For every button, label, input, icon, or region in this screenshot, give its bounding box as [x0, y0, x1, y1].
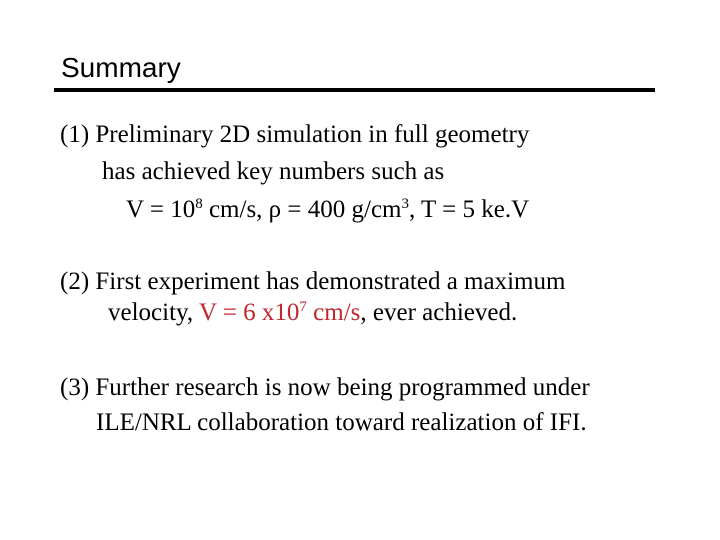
- max-velocity-exponent: 7: [299, 299, 307, 315]
- max-velocity-unit: cm/s: [306, 299, 361, 326]
- rho-symbol: ρ: [268, 196, 282, 223]
- temperature-value: , T = 5 ke.V: [409, 196, 530, 223]
- title-underline: [54, 88, 655, 92]
- item1-line2: has achieved key numbers such as: [102, 158, 445, 185]
- density-exponent: 3: [401, 196, 409, 212]
- item2-line2-suffix: , ever achieved.: [360, 299, 518, 326]
- item3-line1: (3) Further research is now being programmed under: [60, 374, 590, 401]
- density-value: = 400 g/cm: [281, 196, 402, 223]
- item2-line2: [108, 298, 517, 331]
- item1-line1: (1) Preliminary 2D simulation in full geometry: [60, 121, 530, 148]
- max-velocity-prefix: V = 6 x10: [198, 299, 300, 326]
- velocity-unit: cm/s,: [202, 196, 269, 223]
- slide-title: Summary: [61, 52, 181, 83]
- item2-line2-prefix: velocity,: [108, 299, 199, 326]
- max-velocity-highlight: [199, 299, 360, 326]
- velocity-exponent: 8: [195, 196, 203, 212]
- velocity-prefix: V = 10: [126, 196, 196, 223]
- item2-line1: (2) First experiment has demonstrated a maximum: [60, 268, 566, 295]
- item1-line3: [126, 195, 529, 228]
- item3-line2: ILE/NRL collaboration toward realization of IFI.: [96, 409, 587, 436]
